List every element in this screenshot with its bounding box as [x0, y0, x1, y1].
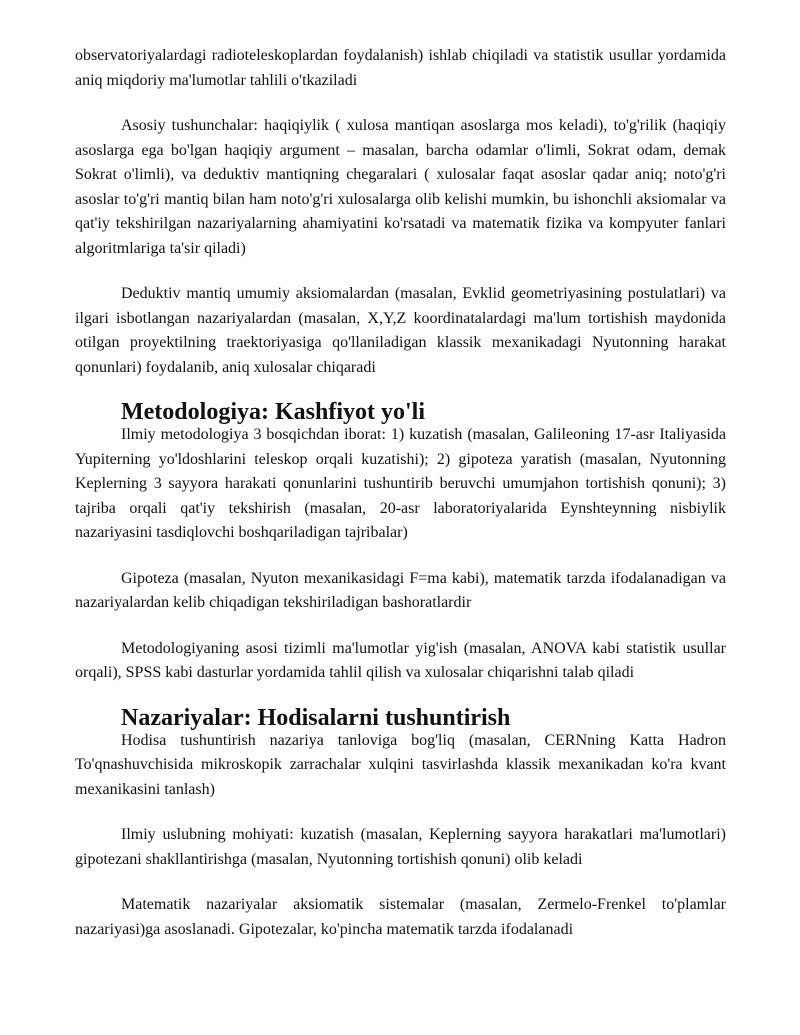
- paragraph-continuation: observatoriyalardagi radioteleskoplardan foydalanish) ishlab chiqiladi va statistik usullar yordamida aniq miqdoriy ma'lumotlar tahlili o'tkaziladi: [75, 47, 726, 89]
- paragraph-gap: [75, 93, 726, 114]
- paragraph-hypothesis: Gipoteza (masalan, Nyuton mexanikasidagi F=ma kabi), matematik tarzda ifodalanadigan va nazariyalardan kelib chiqadigan tekshiriladigan bashoratlardir: [75, 569, 726, 611]
- paragraph-gap: [75, 616, 726, 637]
- document-page: [75, 44, 726, 942]
- section-heading-methodology: Metodologiya: Kashfiyot yo'li: [121, 399, 425, 425]
- paragraph-deductive-logic: Deduktiv mantiq umumiy aksiomalardan (masalan, Evklid geometriyasining postulatlari) va ilgari isbotlangan nazariyalardan (masalan, X,Y,Z koordinatalardagi ma'lum tortishish maydonida otilgan proyektilning traektoriyasiga qo'llaniladigan klassik mexanikadagi Nyutonning harakat qonunlari) foydalanib, aniq xulosalar chiqaradi: [75, 285, 726, 376]
- paragraph-gap: [75, 686, 726, 707]
- paragraph-basic-concepts: Asosiy tushunchalar: haqiqiylik ( xulosa mantiqan asoslarga mos keladi), to'g'rilik (haqiqiy asoslarga ega bo'lgan haqiqiy argument – masalan, barcha odamlar o'limli, Sokrat odam, demak Sokrat o'limli), va deduktiv mantiqning chegaralari ( xulosalar faqat asoslar qadar aniq; noto'g'ri asoslar to'g'ri mantiq bilan ham noto'g'ri xulosalarga olib kelishi mumkin, bu ishonchli aksiomalar va qat'iy tekshirilgan nazariyalarning ahamiyatini ko'rsatadi va matematik fizika va kompyuter fanlari algoritmlariga ta'sir qiladi): [75, 117, 726, 257]
- paragraph-gap: [75, 802, 726, 823]
- paragraph-mathematical-theories: Matematik nazariyalar aksiomatik sistemalar (masalan, Zermelo-Frenkel to'plamlar nazariyasi)ga asoslanadi. Gipotezalar, ko'pincha matematik tarzda ifodalanadi: [75, 896, 726, 938]
- section-heading-theories: Nazariyalar: Hodisalarni tushuntirish: [121, 704, 511, 731]
- paragraph-methodology-steps: Ilmiy metodologiya 3 bosqichdan iborat: 1) kuzatish (masalan, Galileoning 17-asr Italiyasida Yupiterning yo'ldoshlarini teleskop orqali kuzatishi); 2) gipoteza yaratish (masalan, Nyutonning Keplerning 3 sayyora harakati qonunlarini tushuntirib beruvchi umumjahon tortishish qonuni); 3) tajriba orqali qat'iy tekshirish (masalan, 20-asr laboratoriyalarida Eynshteynning nisbiylik nazariyasini tasdiqlovchi boshqariladigan tajribalar): [75, 426, 726, 541]
- paragraph-scientific-method-essence: Ilmiy uslubning mohiyati: kuzatish (masalan, Keplerning sayyora harakatlari ma'lumotlari) gipotezani shakllantirishga (masalan, Nyutonning tortishish qonuni) olib keladi: [75, 826, 726, 868]
- paragraph-gap: [75, 546, 726, 567]
- paragraph-gap: [75, 872, 726, 893]
- paragraph-gap: [75, 261, 726, 282]
- paragraph-gap: [75, 380, 726, 401]
- paragraph-phenomenon-explanation: Hodisa tushuntirish nazariya tanloviga bog'liq (masalan, CERNning Katta Hadron To'qnashuvchisida mikroskopik zarrachalar xulqini tasvirlashda klassik mexanikadan ko'ra kvant mexanikasini tanlash): [75, 731, 726, 798]
- paragraph-methodology-basis: Metodologiyaning asosi tizimli ma'lumotlar yig'ish (masalan, ANOVA kabi statistik usullar orqali), SPSS kabi dasturlar yordamida tahlil qilish va xulosalar chiqarishni talab qiladi: [75, 639, 726, 681]
